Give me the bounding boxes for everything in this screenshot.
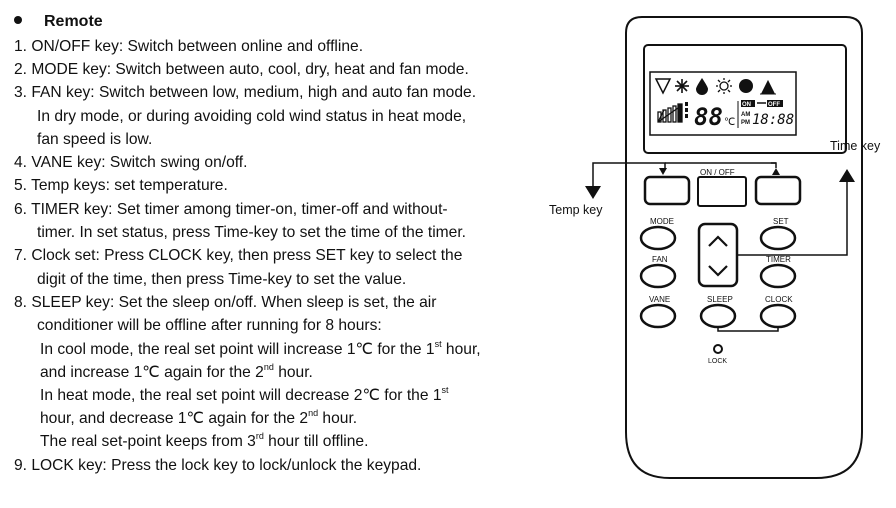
fan-button [641,265,675,287]
item-text: TIMER key: Set timer among timer-on, timer-off and without- [31,201,448,218]
item-text: MODE key: Switch between auto, cool, dry, heat and fan mode. [31,61,469,78]
list-item [14,456,421,476]
sleep-cool-line-1: In cool mode, the real set point will increase 1℃ for the 1st hour, [40,339,481,358]
temp-down-button [645,177,689,204]
temp-key-label: Temp key [549,203,603,217]
vane-label: VANE [649,295,671,304]
item-number: 8. [14,294,28,311]
item-text: Temp keys: set temperature. [31,177,228,194]
heading-text: Remote [44,13,103,30]
item-text: ON/OFF key: Switch between online and offline. [31,38,364,55]
list-item [14,246,462,266]
item-text: VANE key: Switch swing on/off. [31,154,248,171]
list-item-continuation: fan speed is low. [37,131,153,148]
mode-button [641,227,675,249]
lcd-am-label: AM [741,112,751,118]
timer-button [761,265,795,287]
list-item [14,60,469,80]
list-item [14,37,363,57]
item-number: 6. [14,201,28,218]
clock-label: CLOCK [765,295,793,304]
list-item [14,83,476,103]
set-label: SET [773,217,789,226]
temp-up-button [756,177,800,204]
lcd-off-label: OFF [768,102,780,108]
lcd-clock: 18:88 [752,112,795,128]
list-item [14,153,247,173]
item-text: SLEEP key: Set the sleep on/off. When sleep is set, the air [31,294,437,311]
sleep-heat-line-1: In heat mode, the real set point will decrease 2℃ for the 1st [40,385,449,404]
mode-label: MODE [650,217,674,226]
list-item [14,176,228,196]
set-button [761,227,795,249]
sleep-heat-line-2: hour, and decrease 1℃ again for the 2nd hour. [40,408,358,427]
list-item-continuation: conditioner will be offline after running for 8 hours: [37,317,382,334]
item-number: 1. [14,38,28,55]
sleep-button [701,305,735,327]
time-key-label: Time key [830,139,881,153]
lcd-on-label: ON [742,102,751,108]
list-item-continuation: digit of the time, then press Time-key to set the value. [37,271,407,288]
timer-label: TIMER [766,255,791,264]
bullet-icon [14,16,22,24]
vane-icon [685,102,688,118]
lcd-pm-label: PM [741,120,750,126]
list-item-continuation: In dry mode, or during avoiding cold wind status in heat mode, [37,108,467,125]
list-item [14,200,448,220]
item-text: Clock set: Press CLOCK key, then press SET key to select the [31,247,463,264]
vane-button [641,305,675,327]
sleep-cool-line-2: and increase 1℃ again for the 2nd hour. [40,362,313,381]
lcd-temperature-unit: ℃ [724,117,736,128]
lcd-temperature: 88 [694,103,723,131]
item-number: 4. [14,154,28,171]
fan-label: FAN [652,255,668,264]
section-heading [14,13,103,31]
dot-icon [739,79,753,93]
item-number: 5. [14,177,28,194]
item-number: 3. [14,84,28,101]
power-button [698,177,746,206]
sleep-label: SLEEP [707,295,733,304]
item-text: LOCK key: Press the lock key to lock/unlock the keypad. [31,457,422,474]
lock-label: LOCK [708,358,728,365]
sleep-keep-line: The real set-point keeps from 3rd hour till offline. [40,431,369,450]
item-number: 2. [14,61,28,78]
remote-diagram [548,0,896,508]
remote-illustration [548,0,896,508]
snowflake-icon [675,79,689,93]
on-off-label: ON / OFF [700,168,735,177]
clock-button [761,305,795,327]
item-number: 7. [14,247,28,264]
list-item [14,293,436,313]
time-key-rocker [699,224,737,286]
list-item-continuation: timer. In set status, press Time-key to set the time of the timer. [37,224,466,241]
item-number: 9. [14,457,28,474]
temp-key-arrowhead [585,186,601,199]
item-text: FAN key: Switch between low, medium, high and auto fan mode. [31,84,477,101]
